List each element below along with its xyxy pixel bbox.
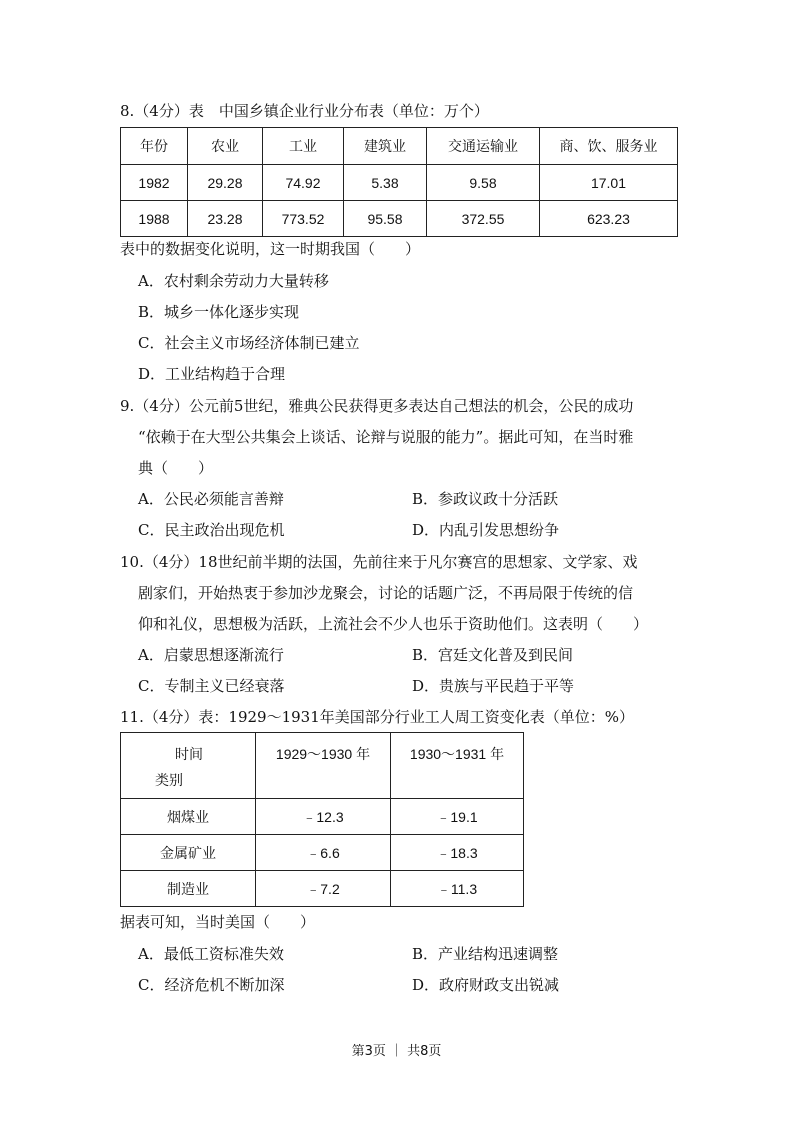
table-cell: 5.38 (344, 165, 427, 201)
page-footer: 第3页 ｜ 共8页 (351, 1044, 442, 1059)
corner-category-label: 类别 (155, 772, 183, 788)
table-cell: 29.28 (188, 165, 263, 201)
table-cell: 372.55 (427, 201, 540, 237)
q11-option-b[interactable]: B．产业结构迅速调整 (412, 945, 559, 963)
table-header-cell: 商、饮、服务业 (540, 128, 678, 165)
table-header-cell: 交通运输业 (427, 128, 540, 165)
q10-option-b[interactable]: B．宫廷文化普及到民间 (412, 646, 574, 664)
table-cell: ﹣11.3 (391, 871, 524, 907)
q11-question: 据表可知，当时美国（ ） (120, 913, 316, 931)
table-cell: ﹣6.6 (256, 835, 391, 871)
table-header-row (121, 128, 678, 165)
table-header-cell: 建筑业 (344, 128, 427, 165)
table-row (121, 799, 524, 835)
table-cell: 9.58 (427, 165, 540, 201)
table-cell: 74.92 (263, 165, 344, 201)
table-corner-cell (121, 733, 256, 799)
table-cell: ﹣7.2 (256, 871, 391, 907)
table-row (121, 871, 524, 907)
table-cell: 623.23 (540, 201, 678, 237)
table-header-cell: 年份 (121, 128, 188, 165)
table-cell: 1982 (121, 165, 188, 201)
q10-option-c[interactable]: C．专制主义已经衰落 (138, 677, 285, 695)
q11-table (120, 732, 524, 907)
table-cell: 烟煤业 (121, 799, 256, 835)
q8-question: 表中的数据变化说明，这一时期我国（ ） (120, 240, 421, 258)
table-cell: ﹣19.1 (391, 799, 524, 835)
q8-option-b[interactable]: B．城乡一体化逐步实现 (138, 303, 300, 321)
table-cell: 17.01 (540, 165, 678, 201)
q9-line-1: 9.（4分）公元前5世纪，雅典公民获得更多表达自己想法的机会，公民的成功 (120, 397, 634, 415)
table-row (121, 165, 678, 201)
table-cell: 23.28 (188, 201, 263, 237)
table-row (121, 201, 678, 237)
q10-option-a[interactable]: A．启蒙思想逐渐流行 (138, 646, 284, 664)
q9-line-2: “依赖于在大型公共集会上谈话、论辩与说服的能力”。据此可知，在当时雅 (138, 428, 634, 446)
q9-option-a[interactable]: A．公民必须能言善辩 (138, 490, 284, 508)
q10-option-d[interactable]: D．贵族与平民趋于平等 (412, 677, 575, 695)
q8-option-d[interactable]: D．工业结构趋于合理 (138, 365, 286, 383)
table-cell: 制造业 (121, 871, 256, 907)
table-cell: ﹣18.3 (391, 835, 524, 871)
q9-line-3: 典（ ） (138, 459, 214, 477)
q10-line-1: 10.（4分）18世纪前半期的法国，先前往来于凡尔赛宫的思想家、文学家、戏 (120, 553, 638, 571)
q9-option-d[interactable]: D．内乱引发思想纷争 (412, 521, 560, 539)
q8-stem: 8.（4分）表 中国乡镇企业行业分布表（单位：万个） (120, 102, 489, 120)
q10-line-3: 仰和礼仪，思想极为活跃，上流社会不少人也乐于资助他们。这表明（ ） (138, 615, 649, 633)
table-row (121, 835, 524, 871)
table-cell: 95.58 (344, 201, 427, 237)
q11-stem: 11.（4分）表：1929～1931年美国部分行业工人周工资变化表（单位：%） (120, 708, 635, 726)
q10-line-2: 剧家们，开始热衷于参加沙龙聚会，讨论的话题广泛，不再局限于传统的信 (138, 584, 634, 602)
table-cell: 773.52 (263, 201, 344, 237)
table-header-cell: 1929～1930 年 (256, 733, 391, 799)
table-header-row (121, 733, 524, 799)
table-cell: 金属矿业 (121, 835, 256, 871)
q11-option-c[interactable]: C．经济危机不断加深 (138, 976, 285, 994)
corner-time-label: 时间 (175, 746, 203, 762)
q11-option-a[interactable]: A．最低工资标准失效 (138, 945, 284, 963)
q11-option-d[interactable]: D．政府财政支出锐减 (412, 976, 560, 994)
q8-table (120, 127, 678, 237)
q8-option-a[interactable]: A．农村剩余劳动力大量转移 (138, 272, 329, 290)
q8-option-c[interactable]: C．社会主义市场经济体制已建立 (138, 334, 360, 352)
table-header-cell: 工业 (263, 128, 344, 165)
q9-option-c[interactable]: C．民主政治出现危机 (138, 521, 285, 539)
table-cell: ﹣12.3 (256, 799, 391, 835)
table-header-cell: 1930～1931 年 (391, 733, 524, 799)
q9-option-b[interactable]: B．参政议政十分活跃 (412, 490, 559, 508)
table-header-cell: 农业 (188, 128, 263, 165)
table-cell: 1988 (121, 201, 188, 237)
